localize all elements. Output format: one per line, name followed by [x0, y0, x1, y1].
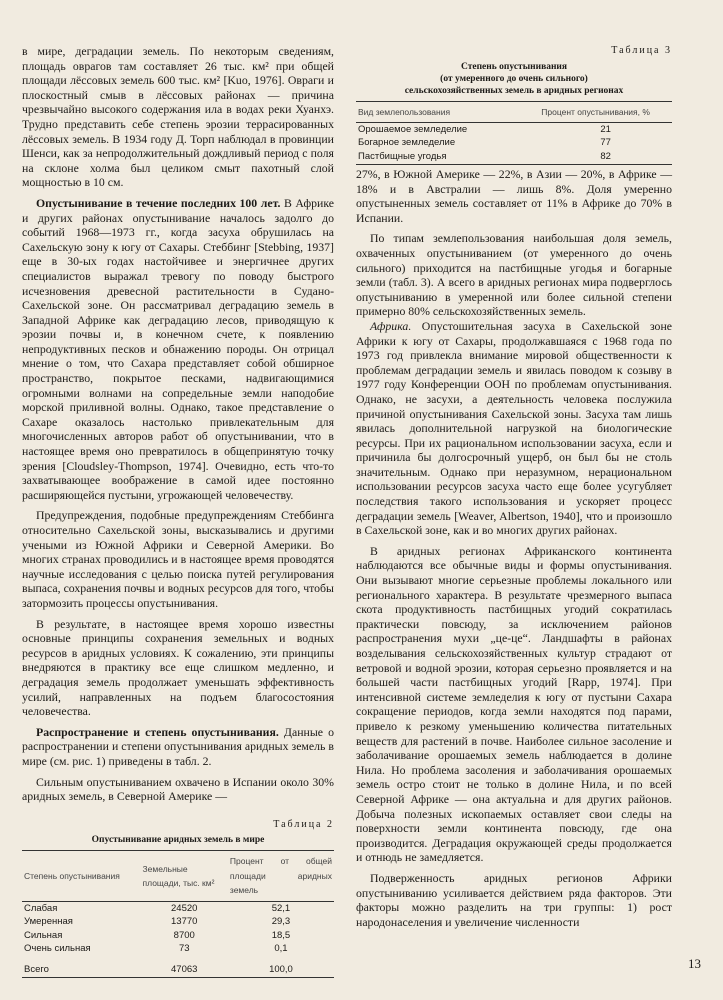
table-cell: 29,3 — [271, 916, 291, 928]
table-cell: 0,1 — [274, 943, 288, 955]
table-cell: Слабая — [24, 902, 58, 914]
table2 — [22, 850, 334, 978]
table-cell: 100,0 — [228, 956, 334, 978]
table-cell: Всего — [22, 956, 141, 978]
paragraph — [356, 319, 672, 538]
table-cell: 47063 — [141, 956, 228, 978]
table-cell: Богарное земледелие — [358, 137, 456, 149]
paragraph — [22, 196, 334, 502]
table2-title: Опустынивание аридных земель в мире — [91, 835, 265, 846]
paragraph: Подверженность аридных регионов Африки опустыниванию усиливается действием ряда факторов. Эти факторы можно разделить на три группы: 1) рост народонаселения и увеличение численности — [356, 870, 672, 929]
paragraph — [22, 725, 334, 769]
table-cell: 52,1 — [271, 902, 291, 914]
table-cell: 21 — [600, 123, 611, 135]
page-number: 13 — [688, 956, 701, 971]
table-total-row — [22, 956, 334, 978]
table-cell: 18,5 — [271, 929, 291, 941]
paragraph-text: Данные о распространении и степени опустынивания аридных земель в мире (см. рис. 1) приведены в табл. 2. — [22, 724, 334, 768]
section-heading: Распространение и степень опустынивания. — [36, 724, 279, 739]
table-cell: Пастбищные угодья — [356, 150, 539, 164]
paragraph: Сильным опустыниванием охвачено в Испании около 30% аридных земель, в Северной Америке — — [22, 774, 334, 804]
column-header: Степень опустынивания — [22, 851, 141, 902]
right-column-top — [356, 44, 672, 165]
paragraph-text: В Африке и других районах опустынивание началось задолго до событий 1968—1973 гг., когда засуха обрушилась на Сахельскую зону к югу от Сахары. Стеббинг [Stebbing, 1937] еще в 30-ых годах настойчивее и энергичнее других специалистов выражал тревогу по поводу быстрого исчезновения древесной растительности в Судано-Сахельской зоне. Он рассматривал деградацию земель в Западной Африке как деградацию лесов, приводящую к эрозии почвы и, в конечном счете, к появлению непродуктивных песков и обнажению породы. Он отрицал мнение о том, что Сахара представляет собой обширное пространство, покрытое песками, надвигающимися огромными волнами на сопредельные земли наподобие морской приливной волны. Однако, такое представление о Сахаре оказалось настолько привлекательным для многочисленных авторов работ об опустынивании, что в настоящее время оно превратилось в общепринятую точку зрения [Cloudsley-Thompson, 1974]. Очевидно, есть что-то захватывающее воображение в самой идее постоянно расширяющейся пустыни, угрожающей человечеству. — [22, 195, 335, 502]
table-cell: 77 — [600, 137, 611, 149]
column-header: Процент от общей площади аридных земель — [228, 851, 334, 902]
table-cell: 13770 — [171, 916, 198, 928]
table-cell: Очень сильная — [24, 943, 91, 955]
section-heading: Опустынивание в течение последних 100 лет. — [36, 195, 281, 210]
table-cell: 24520 — [171, 902, 198, 914]
table-row — [22, 902, 334, 916]
column-header: Вид землепользования — [356, 101, 539, 123]
table3-title-line: (от умеренного до очень сильного) — [440, 73, 588, 84]
paragraph: В результате, в настоящее время хорошо известны основные принципы сохранения земельных и водных ресурсов в аридных условиях. К сожалению, эти принципы внедряются в практику все еще слишком медленно, и деградация земель продолжает уменьшать эффективность усилий, направленных на подъем благосостояния человечества. — [22, 616, 334, 719]
section-heading: Африка. — [370, 318, 412, 333]
paragraph: В аридных регионах Африканского континента наблюдаются все обычные виды и формы опустынивания. Они вызывают многие серьезные проблемы локального или регионального характера. В результате чрезмерного выпаса скота продуктивность пастбищных угодий сократилась практически повсюду, за исключением районов распространения мухи „це-це“. Ландшафты в районах возделывания сельскохозяйственных культур страдают от ветровой и водной эрозии, которая серьезно проявляется и на большей части пастбищных угодий [Rapp, 1974]. При интенсивной системе земледелия к югу от пустыни Сахара сокращение периодов, когда земли находятся под парами, привело к резкому уменьшению количества питательных веществ для растений в почве. Наиболее сильное засоление и заболачивание орошаемых земель наблюдается в долине Нила. Но проблема засоления и заболачивания орошаемых земель остро стоит не только в долине Нила, и по всей Северной Африке — она актуальна и для других районов. Добыча полезных ископаемых оставляет свои следы на поверхности земли континента повсюду, где она производится. Деградация окружающей среды продолжается и отнюдь не замедляется. — [356, 543, 672, 865]
paragraph: Предупреждения, подобные предупреждениям Стеббинга относительно Сахельской зоны, высказывались и другими учеными из Южной Африки и Северной Америки. Во многих странах проводились и в настоящее время проводятся научные исследования с целью поиска путей регулирования выпаса, сохранения почвы и водных ресурсов для того, чтобы затормозить процессы опустынивания. — [22, 508, 334, 610]
paragraph: 27%, в Южной Америке — 22%, в Азии — 20%, в Африке — 18% и в Австралии — лишь 8%. Доля умеренно опустыненных земель составляет от 11% в Африке до 70% в Испании. — [356, 167, 672, 225]
table-row — [356, 123, 672, 137]
paragraph: По типам землепользования наибольшая доля земель, охваченных опустыниванием (от умеренного до очень сильного) приходится на пастбищные угодья и богарные земли (табл. 3). А всего в аридных регионах мира подверглось опустыниванию в умеренной или более сильной степени примерно 80% сельскохозяйственных земель. — [356, 231, 672, 319]
table3-title — [356, 61, 672, 97]
table-cell: 82 — [539, 150, 672, 164]
table-header-row — [356, 101, 672, 123]
table2-label: Таблица 2 — [273, 818, 334, 830]
right-column-text — [356, 167, 672, 929]
table-cell: Сильная — [24, 929, 63, 941]
column-header: Земельные площади, тыс. км² — [141, 851, 228, 902]
table-cell: Орошаемое земледелие — [358, 123, 468, 135]
table3-title-line: Степень опустынивания — [460, 61, 568, 72]
table-row — [22, 929, 334, 943]
table-cell: Умеренная — [24, 916, 73, 928]
paragraph: в мире, деградации земель. По некоторым сведениям, площадь оврагов там составляет 26 тыс. км² при общей площади лёссовых земель 600 тыс. км² [Kuo, 1976]. Овраги и плоскостный смыв в лёссовых районах — причина чрезвычайно высокого содержания ила в водах реки Хуанхэ. Трудно представить себе степень эрозии террасированных лёссовых земель. В 1934 году Д. Торп наблюдал в провинции Шенси, как за непродолжительный дождливый период с поля на склоне холма был целиком смыт пахотный слой мощностью в 10 см. — [22, 44, 334, 190]
paragraph-text: Опустошительная засуха в Сахельской зоне Африки к югу от Сахары, продолжавшаяся с 1968 года по 1973 год привлекла внимание мировой общественности к проблемам деградации земель и явилась поводом к созыву в 1977 году Конференции ООН по проблемам опустынивания. Однако, не засухи, а деятельность человека послужила причиной опустынивания Сахельской зоны. Засуха там лишь явилась дополнительной нагрузкой на биологические ресурсы. При их рациональном использовании засуха, если и причинила бы долгосрочный ущерб, он был бы не столь значительным. Однако при неразумном, нерациональном использовании ресурсов засуха часто еще более усугубляет последствия такого использования и ускоряет процесс деградации земель [Weaver, Albertson, 1940], что и произошло в Сахельской зоне, как и во многих других районах. — [356, 318, 672, 538]
table-row — [22, 916, 334, 930]
table-row — [22, 943, 334, 957]
table-row — [356, 137, 672, 151]
table-header-row — [22, 851, 334, 902]
table-cell: 8700 — [173, 929, 195, 941]
table-cell: 73 — [178, 943, 190, 955]
column-header: Процент опустынивания, % — [539, 101, 672, 123]
table3-label: Таблица 3 — [611, 45, 672, 56]
table-row — [356, 150, 672, 164]
table3-title-line: сельскохозяйственных земель в аридных регионах — [404, 85, 624, 96]
table3 — [356, 101, 672, 165]
left-column — [22, 44, 334, 978]
